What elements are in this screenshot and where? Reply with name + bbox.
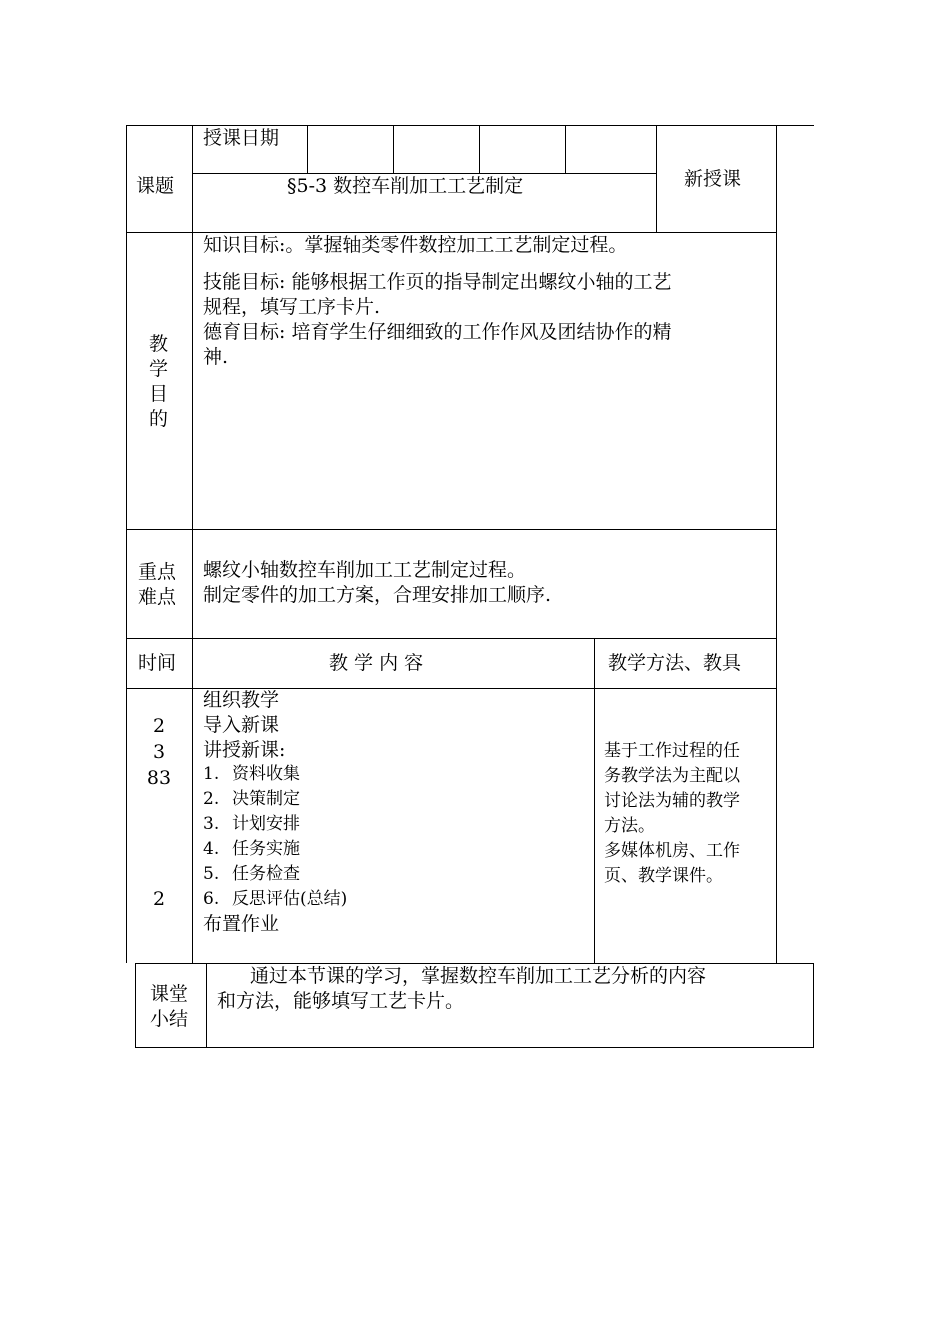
method-header: 教学方法、教具: [608, 652, 742, 674]
keypoints-label: 重点 难点: [138, 561, 177, 608]
rule-summary-left: [135, 963, 136, 1048]
time-value-homework: 2: [152, 888, 166, 910]
moral-objective-line1: 德育目标: 培育学生仔细细致的工作作风及团结协作的精: [203, 321, 672, 343]
keypoint-line2: 制定零件的加工方案，合理安排加工顺序.: [203, 584, 552, 606]
rule-date-1: [307, 125, 308, 173]
rule-label-col: [192, 125, 193, 963]
list-item: 3. 计划安排: [203, 814, 300, 834]
objectives-label: 教 学 目 的: [149, 333, 169, 430]
list-item: 1. 资料收集: [203, 764, 300, 784]
rule-left: [126, 125, 127, 963]
rule-summary-bottom: [135, 1047, 814, 1048]
intro-new-lesson: 导入新课: [203, 714, 280, 736]
topic-value: §5-3 数控车削加工工艺制定: [287, 175, 524, 197]
organize-teaching: 组织教学: [203, 689, 280, 711]
rule-summary-right: [813, 963, 814, 1048]
list-item: 2. 决策制定: [203, 789, 300, 809]
date-label: 授课日期: [203, 127, 280, 149]
moral-objective-line2: 神.: [203, 346, 229, 368]
rule-method-col: [594, 638, 595, 963]
rule-date-4: [565, 125, 566, 173]
skill-objective-line2: 规程，填写工序卡片.: [203, 296, 381, 318]
rule-date-2: [393, 125, 394, 173]
list-item: 5. 任务检查: [203, 864, 300, 884]
assign-homework: 布置作业: [203, 913, 280, 935]
teach-new-lesson: 讲授新课:: [203, 739, 286, 761]
list-item: 4. 任务实施: [203, 839, 300, 859]
teaching-steps-list: [203, 762, 347, 912]
rule-summary-label-col: [206, 963, 207, 1048]
knowledge-objective: 知识目标:。掌握轴类零件数控加工工艺制定过程。: [203, 234, 628, 256]
rule-keypoints-bottom: [126, 638, 777, 639]
summary-line1: 通过本节课的学习，掌握数控车削加工工艺分析的内容: [250, 965, 707, 987]
rule-objectives-bottom: [126, 529, 777, 530]
skill-objective-line1: 技能目标: 能够根据工作页的指导制定出螺纹小轴的工艺: [203, 271, 672, 293]
teaching-method: 基于工作过程的任 务教学法为主配以 讨论法为辅的教学 方法。 多媒体机房、工作 页、教学课件。: [604, 741, 740, 886]
summary-line2: 和方法，能够填写工艺卡片。: [217, 990, 465, 1012]
time-values: 2 3 83: [146, 715, 172, 789]
list-item: 6. 反思评估(总结): [203, 889, 348, 909]
lesson-type: 新授课: [684, 168, 742, 190]
rule-right: [776, 125, 777, 963]
keypoint-line1: 螺纹小轴数控车削加工工艺制定过程。: [203, 559, 527, 581]
time-header: 时间: [138, 652, 177, 674]
rule-type-col: [656, 125, 657, 232]
content-header: 教 学 内 容: [329, 652, 424, 674]
topic-label: 课题: [136, 175, 175, 197]
rule-date-3: [479, 125, 480, 173]
summary-label: 课堂 小结: [150, 983, 189, 1030]
